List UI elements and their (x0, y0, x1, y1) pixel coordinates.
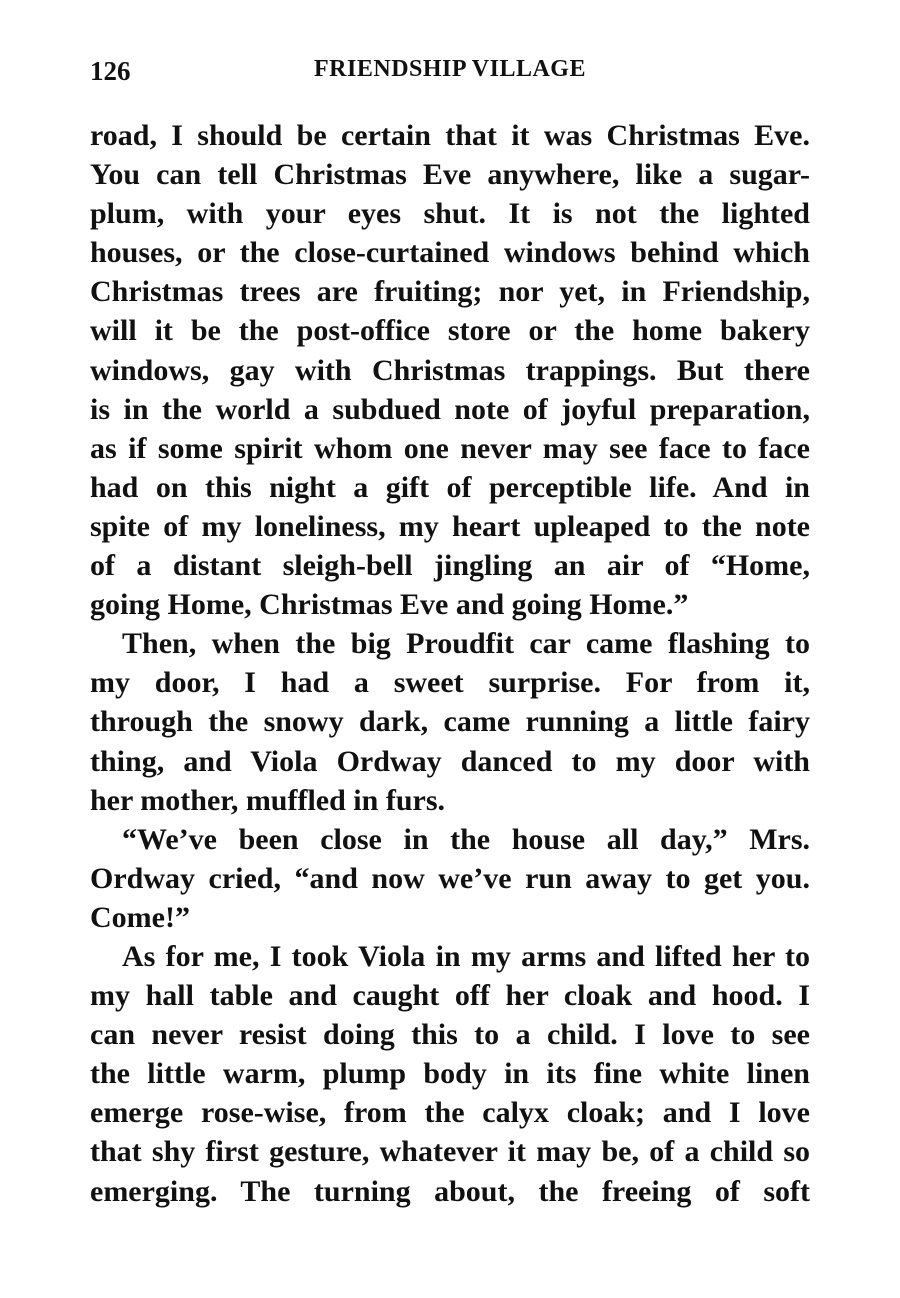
text-line: Christmas trees are fruiting; nor yet, in Friendship, (90, 275, 810, 309)
text-line: Ordway cried, “and now we’ve run away to get you. (90, 861, 810, 895)
text-line: windows, gay with Christmas trappings. But there (90, 353, 810, 387)
text-line: going Home, Christmas Eve and going Home.” (90, 588, 689, 622)
text-line: as if some spirit whom one never may see face to face (90, 431, 810, 465)
text-line: Come!” (90, 900, 190, 934)
paragraph (90, 116, 810, 624)
text-line: emerge rose-wise, from the calyx cloak; and I love (90, 1096, 810, 1130)
text-line: had on this night a gift of perceptible life. And in (90, 470, 810, 504)
text-line: road, I should be certain that it was Christmas Eve. (90, 119, 810, 152)
text-line: will it be the post-office store or the home bakery (90, 314, 810, 348)
running-title: FRIENDSHIP VILLAGE (314, 56, 586, 82)
text-line: emerging. The turning about, the freeing of soft (90, 1174, 810, 1208)
body-text (90, 116, 810, 1211)
text-line: my hall table and caught off her cloak and hood. I (90, 979, 810, 1013)
text-line: that shy first gesture, whatever it may be, of a child so (90, 1135, 810, 1169)
text-line: “We’ve been close in the house all day,” Mrs. (122, 822, 810, 856)
text-line: can never resist doing this to a child. I love to see (90, 1018, 810, 1052)
paragraph (90, 937, 810, 1211)
text-line: As for me, I took Viola in my arms and lifted her to (122, 939, 810, 973)
text-line: houses, or the close-curtained windows behind which (90, 236, 810, 270)
text-line: Then, when the big Proudfit car came flashing to (122, 627, 810, 661)
text-line: spite of my loneliness, my heart upleaped to the note (90, 509, 810, 543)
text-line: You can tell Christmas Eve anywhere, like a sugar- (90, 158, 810, 192)
text-line: my door, I had a sweet surprise. For from it, (90, 666, 810, 700)
page-number: 126 (90, 56, 131, 86)
text-line: is in the world a subdued note of joyful preparation, (90, 392, 810, 426)
paragraph (90, 624, 810, 819)
text-line: through the snowy dark, came running a little fairy (90, 705, 810, 739)
text-line: of a distant sleigh-bell jingling an air of “Home, (90, 549, 810, 583)
running-head (90, 56, 810, 96)
text-line: thing, and Viola Ordway danced to my door with (90, 744, 810, 778)
paragraph (90, 820, 810, 937)
text-line: her mother, muffled in furs. (90, 783, 445, 817)
text-line: plum, with your eyes shut. It is not the lighted (90, 197, 810, 231)
text-line: the little warm, plump body in its fine white linen (90, 1057, 810, 1091)
